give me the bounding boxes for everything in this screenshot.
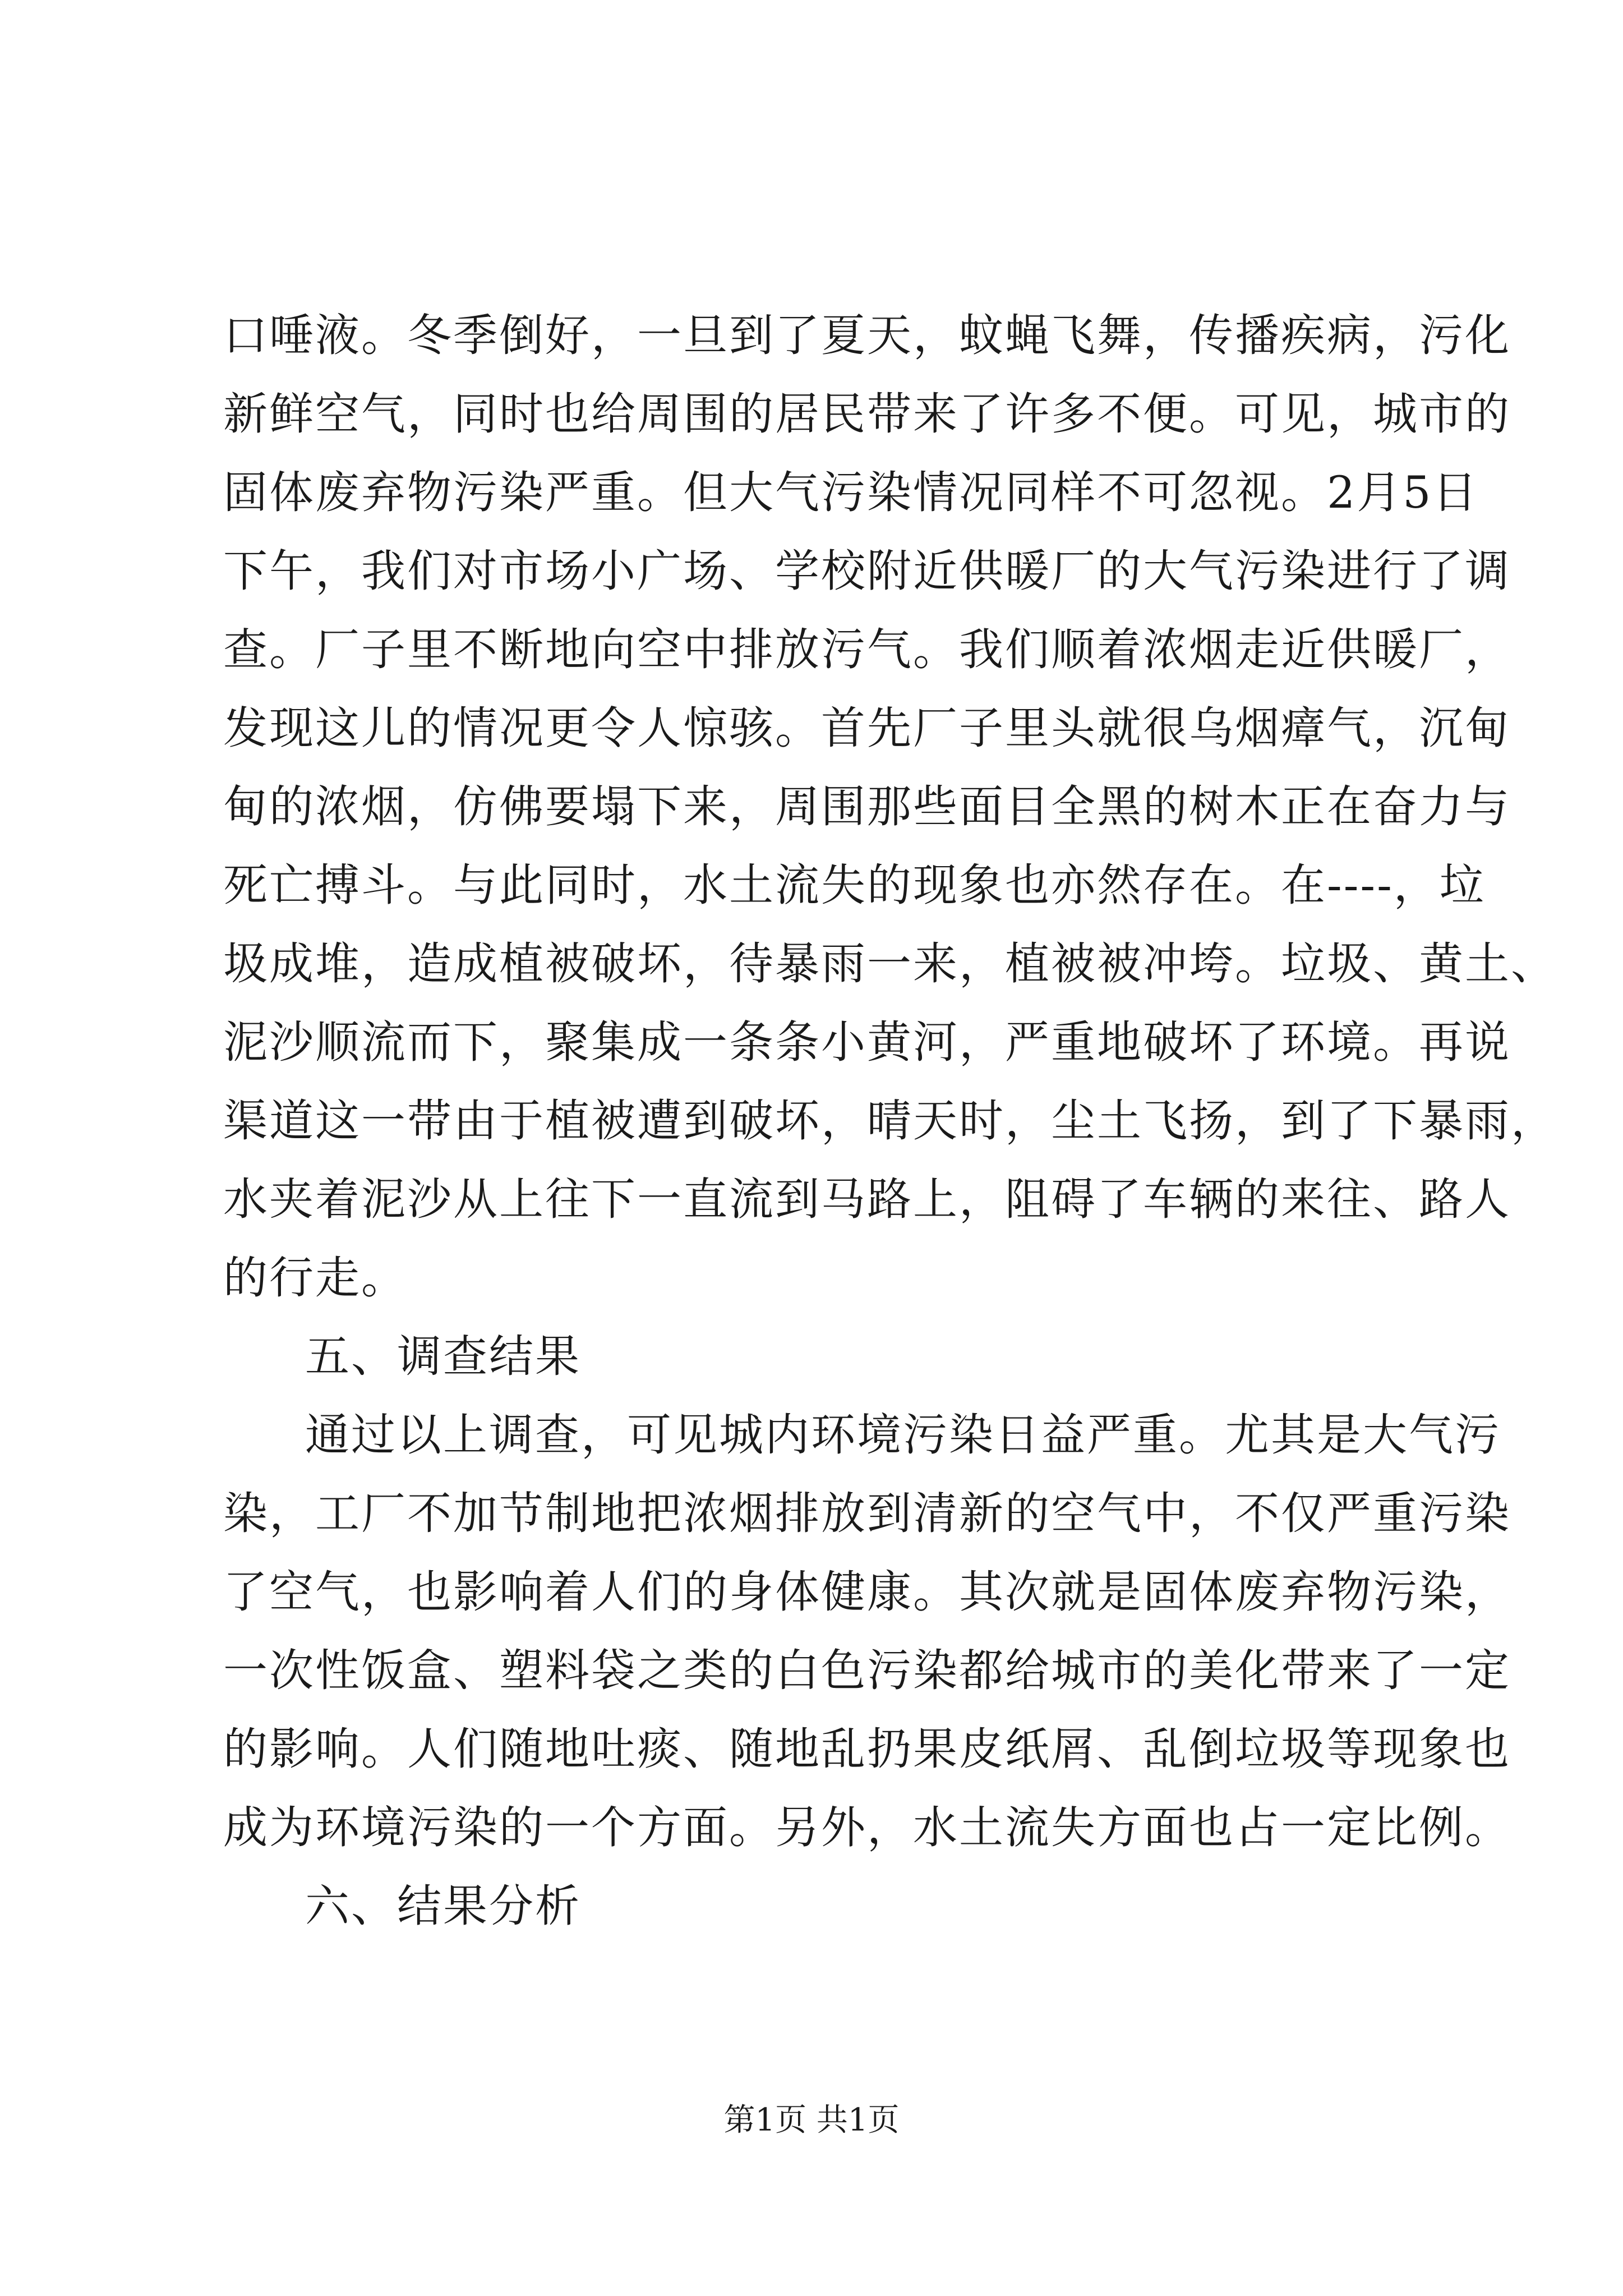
body-text-line: 发现这儿的情况更令人惊骇。首先厂子里头就很乌烟瘴气，沉甸 [223,702,1511,754]
body-text-line: 固体废弃物污染严重。但大气污染情况同样不可忽视。2月5日 [223,467,1479,518]
body-text-line: 新鲜空气，同时也给周围的居民带来了许多不便。可见，城市的 [223,388,1511,440]
body-text-line: 渠道这一带由于植被遭到破坏，晴天时，尘土飞扬，到了下暴雨， [223,1095,1557,1147]
body-text-line: 水夹着泥沙从上往下一直流到马路上，阻碍了车辆的来往、路人 [223,1174,1511,1225]
body-text-line: 下午，我们对市场小广场、学校附近供暖厂的大气污染进行了调 [223,545,1511,597]
body-text-line: 了空气，也影响着人们的身体健康。其次就是固体废弃物污染， [223,1566,1511,1618]
body-text-line: 口唾液。冬季倒好，一旦到了夏天，蚊蝇飞舞，传播疾病，污化 [223,310,1511,361]
body-text-line: 泥沙顺流而下，聚集成一条条小黄河，严重地破坏了环境。再说 [223,1016,1511,1068]
page-footer: 第1页 共1页 [723,2102,900,2138]
body-text-line: 成为环境污染的一个方面。另外，水土流失方面也占一定比例。 [223,1802,1511,1853]
body-text-line: 通过以上调查，可见城内环境污染日益严重。尤其是大气污 [305,1409,1501,1461]
section-heading: 六、结果分析 [305,1880,581,1932]
body-text-line: 的行走。 [223,1252,407,1304]
body-text-line: 染，工厂不加节制地把浓烟排放到清新的空气中，不仅严重污染 [223,1488,1511,1539]
body-text-line: 死亡搏斗。与此同时，水土流失的现象也亦然存在。在----，垃 [223,859,1486,911]
body-text-line: 查。厂子里不断地向空中排放污气。我们顺着浓烟走近供暖厂， [223,624,1511,675]
body-text-line: 一次性饭盒、塑料袋之类的白色污染都给城市的美化带来了一定 [223,1645,1511,1696]
body-text-line: 的影响。人们随地吐痰、随地乱扔果皮纸屑、乱倒垃圾等现象也 [223,1723,1511,1775]
body-text-line: 甸的浓烟，仿佛要塌下来，周围那些面目全黑的树木正在奋力与 [223,781,1511,832]
body-text-line: 圾成堆，造成植被破坏，待暴雨一来，植被被冲垮。垃圾、黄土、 [223,938,1557,990]
section-heading: 五、调查结果 [305,1331,581,1382]
